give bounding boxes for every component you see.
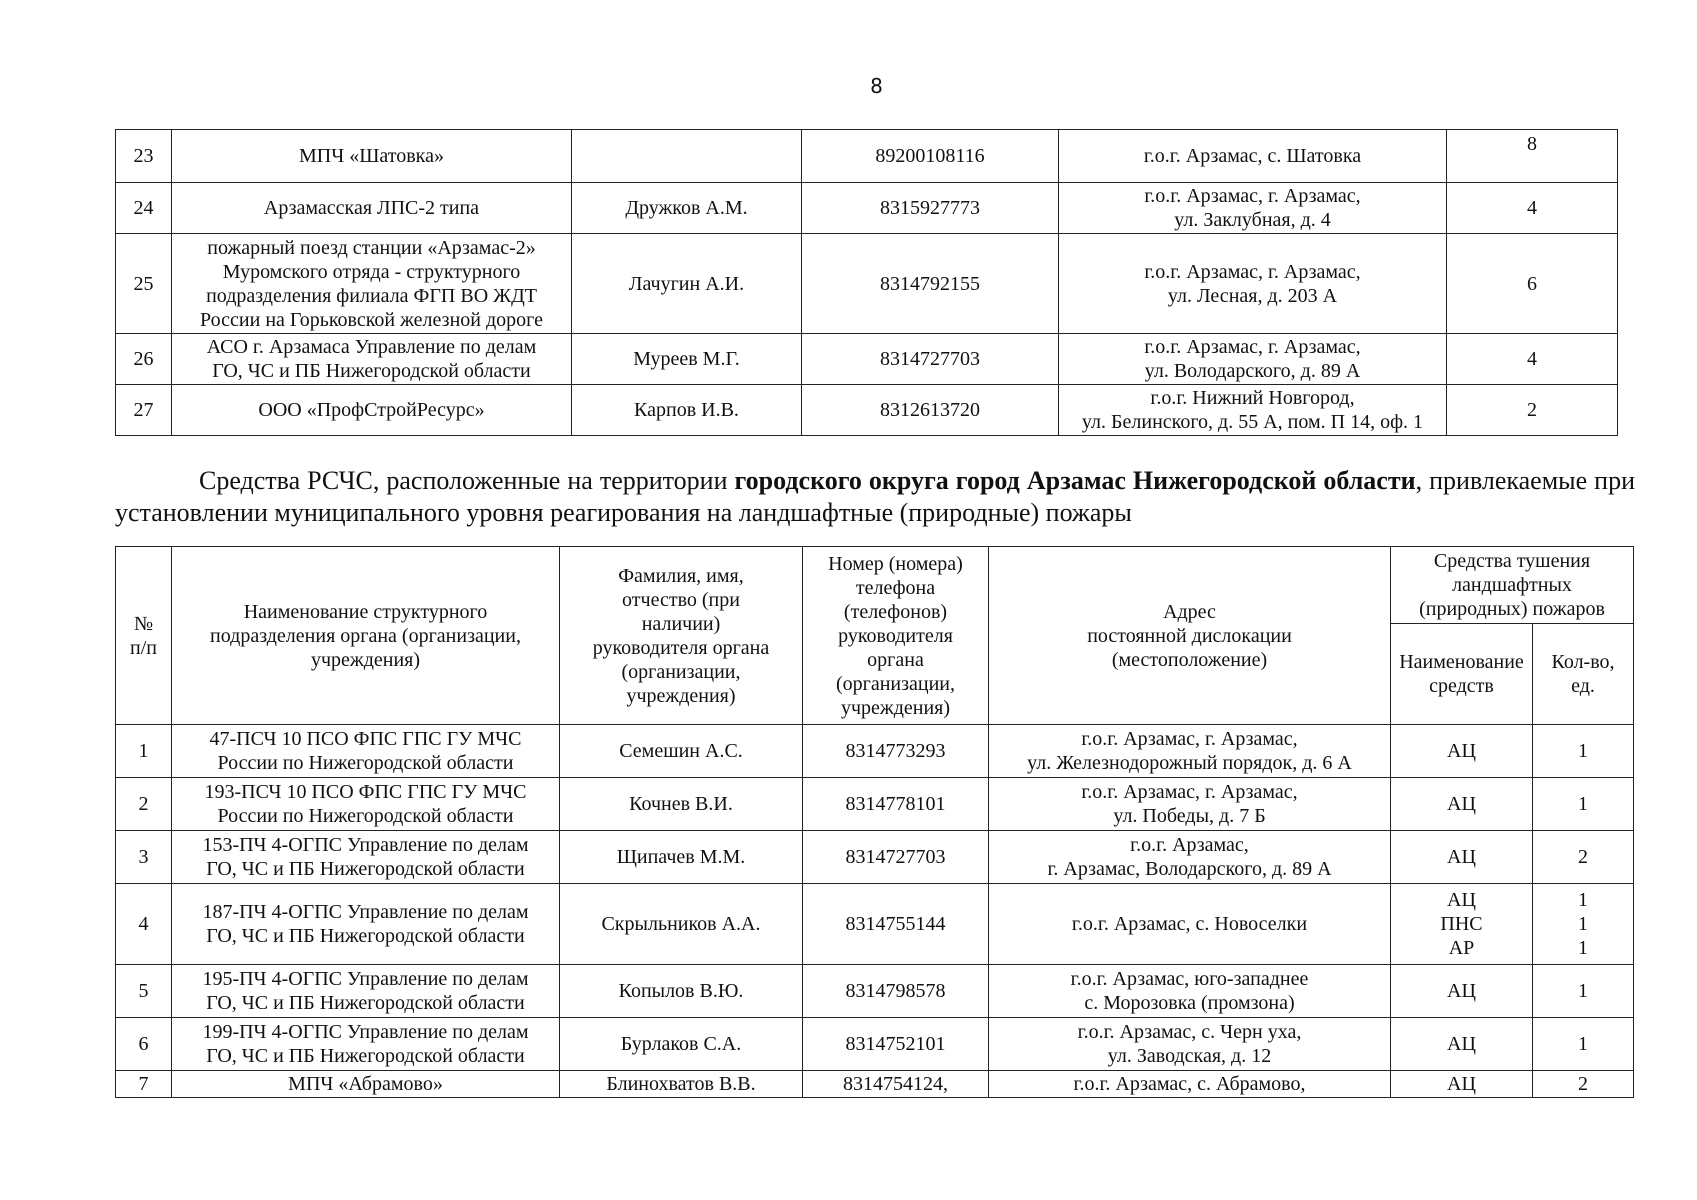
head-name xyxy=(572,130,802,183)
address: г.о.г. Арзамас, г. Арзамас, ул. Лесная, д. 203 А xyxy=(1059,234,1447,334)
capacity: 4 xyxy=(1447,334,1618,385)
unit-name: пожарный поезд станции «Арзамас-2» Муромского отряда - структурного подразделения филиала ФГП ВО ЖДТ России на Горьковской железной дороге xyxy=(172,234,572,334)
means-qty: 1 xyxy=(1533,1018,1634,1071)
unit-name: 199-ПЧ 4-ОГПС Управление по делам ГО, ЧС и ПБ Нижегородской области xyxy=(172,1018,560,1071)
header-number: № п/п xyxy=(116,547,172,725)
address: г.о.г. Арзамас, г. Арзамас, ул. Железнодорожный порядок, д. 6 А xyxy=(989,725,1391,778)
row-number: 4 xyxy=(116,884,172,965)
address: г.о.г. Нижний Новгород, ул. Белинского, д. 55 А, пом. П 14, оф. 1 xyxy=(1059,385,1447,436)
capacity: 6 xyxy=(1447,234,1618,334)
address: г.о.г. Арзамас, с. Абрамово, xyxy=(989,1071,1391,1098)
address: г.о.г. Арзамас, с. Черн уха, ул. Заводская, д. 12 xyxy=(989,1018,1391,1071)
heading-part1: Средства РСЧС, расположенные на территории xyxy=(199,466,735,495)
means-qty: 1 xyxy=(1533,965,1634,1018)
unit-name: 47-ПСЧ 10 ПСО ФПС ГПС ГУ МЧС России по Нижегородской области xyxy=(172,725,560,778)
address: г.о.г. Арзамас, г. Арзамас, ул. Победы, д. 7 Б xyxy=(989,778,1391,831)
head-name: Блинохватов В.В. xyxy=(560,1071,803,1098)
unit-name: 195-ПЧ 4-ОГПС Управление по делам ГО, ЧС и ПБ Нижегородской области xyxy=(172,965,560,1018)
phone-number: 89200108116 xyxy=(802,130,1059,183)
address: г.о.г. Арзамас, с. Новоселки xyxy=(989,884,1391,965)
table-row xyxy=(116,725,1634,778)
head-name: Бурлаков С.А. xyxy=(560,1018,803,1071)
header-means-qty: Кол-во, ед. xyxy=(1533,624,1634,725)
unit-name: 153-ПЧ 4-ОГПС Управление по делам ГО, ЧС и ПБ Нижегородской области xyxy=(172,831,560,884)
head-name: Копылов В.Ю. xyxy=(560,965,803,1018)
means-name: АЦ xyxy=(1391,1018,1533,1071)
head-name: Карпов И.В. xyxy=(572,385,802,436)
row-number: 3 xyxy=(116,831,172,884)
unit-name: ООО «ПрофСтройРесурс» xyxy=(172,385,572,436)
table-row xyxy=(116,831,1634,884)
phone-number: 8314754124, xyxy=(803,1071,989,1098)
table-row xyxy=(116,183,1618,234)
phone-number: 8312613720 xyxy=(802,385,1059,436)
row-number: 25 xyxy=(116,234,172,334)
continued-resources-table xyxy=(115,129,1618,436)
row-number: 1 xyxy=(116,725,172,778)
head-name: Дружков А.М. xyxy=(572,183,802,234)
row-number: 26 xyxy=(116,334,172,385)
head-name: Муреев М.Г. xyxy=(572,334,802,385)
table-row xyxy=(116,234,1618,334)
phone-number: 8315927773 xyxy=(802,183,1059,234)
capacity: 8 xyxy=(1447,130,1618,183)
head-name: Щипачев М.М. xyxy=(560,831,803,884)
means-qty: 1 1 1 xyxy=(1533,884,1634,965)
header-phone: Номер (номера) телефона (телефонов) руководителя органа (организации, учреждения) xyxy=(803,547,989,725)
means-qty: 2 xyxy=(1533,1071,1634,1098)
phone-number: 8314773293 xyxy=(803,725,989,778)
unit-name: 193-ПСЧ 10 ПСО ФПС ГПС ГУ МЧС России по Нижегородской области xyxy=(172,778,560,831)
row-number: 27 xyxy=(116,385,172,436)
phone-number: 8314727703 xyxy=(803,831,989,884)
phone-number: 8314792155 xyxy=(802,234,1059,334)
row-number: 6 xyxy=(116,1018,172,1071)
table-row xyxy=(116,334,1618,385)
page-number: 8 xyxy=(870,74,883,98)
means-name: АЦ xyxy=(1391,831,1533,884)
means-name: АЦ xyxy=(1391,725,1533,778)
means-name: АЦ xyxy=(1391,965,1533,1018)
capacity: 2 xyxy=(1447,385,1618,436)
row-number: 5 xyxy=(116,965,172,1018)
header-means-name: Наименование средств xyxy=(1391,624,1533,725)
table-row xyxy=(116,130,1618,183)
section-heading xyxy=(115,465,1635,529)
address: г.о.г. Арзамас, с. Шатовка xyxy=(1059,130,1447,183)
header-head-name: Фамилия, имя, отчество (при наличии) руководителя органа (организации, учреждения) xyxy=(560,547,803,725)
means-name: АЦ xyxy=(1391,1071,1533,1098)
phone-number: 8314727703 xyxy=(802,334,1059,385)
unit-name: 187-ПЧ 4-ОГПС Управление по делам ГО, ЧС и ПБ Нижегородской области xyxy=(172,884,560,965)
table-row xyxy=(116,884,1634,965)
means-name: АЦ xyxy=(1391,778,1533,831)
heading-part2: , привлекаемые при установлении муниципального уровня реагирования на ландшафтные (природные) пожары xyxy=(115,466,1636,527)
landscape-fire-resources-table xyxy=(115,546,1634,1098)
address: г.о.г. Арзамас, г. Арзамас, Володарского, д. 89 А xyxy=(989,831,1391,884)
address: г.о.г. Арзамас, юго-западнее с. Морозовка (промзона) xyxy=(989,965,1391,1018)
address: г.о.г. Арзамас, г. Арзамас, ул. Заклубная, д. 4 xyxy=(1059,183,1447,234)
means-qty: 1 xyxy=(1533,725,1634,778)
unit-name: МПЧ «Шатовка» xyxy=(172,130,572,183)
unit-name: МПЧ «Абрамово» xyxy=(172,1071,560,1098)
row-number: 23 xyxy=(116,130,172,183)
table-row xyxy=(116,1071,1634,1098)
table-row xyxy=(116,778,1634,831)
unit-name: Арзамасская ЛПС-2 типа xyxy=(172,183,572,234)
table-row xyxy=(116,1018,1634,1071)
head-name: Скрыльников А.А. xyxy=(560,884,803,965)
phone-number: 8314798578 xyxy=(803,965,989,1018)
means-qty: 1 xyxy=(1533,778,1634,831)
table-row xyxy=(116,385,1618,436)
row-number: 24 xyxy=(116,183,172,234)
phone-number: 8314752101 xyxy=(803,1018,989,1071)
table-row xyxy=(116,965,1634,1018)
unit-name: АСО г. Арзамаса Управление по делам ГО, ЧС и ПБ Нижегородской области xyxy=(172,334,572,385)
table-header-row xyxy=(116,547,1634,624)
head-name: Кочнев В.И. xyxy=(560,778,803,831)
phone-number: 8314778101 xyxy=(803,778,989,831)
means-qty: 2 xyxy=(1533,831,1634,884)
head-name: Лачугин А.И. xyxy=(572,234,802,334)
capacity: 4 xyxy=(1447,183,1618,234)
phone-number: 8314755144 xyxy=(803,884,989,965)
row-number: 2 xyxy=(116,778,172,831)
head-name: Семешин А.С. xyxy=(560,725,803,778)
header-means-group: Средства тушения ландшафтных (природных) пожаров xyxy=(1391,547,1634,624)
address: г.о.г. Арзамас, г. Арзамас, ул. Володарского, д. 89 А xyxy=(1059,334,1447,385)
header-unit-name: Наименование структурного подразделения органа (организации, учреждения) xyxy=(172,547,560,725)
heading-bold-territory: городского округа город Арзамас Нижегородской области xyxy=(734,466,1416,495)
row-number: 7 xyxy=(116,1071,172,1098)
header-address: Адрес постоянной дислокации (местоположение) xyxy=(989,547,1391,725)
means-name: АЦ ПНС АР xyxy=(1391,884,1533,965)
